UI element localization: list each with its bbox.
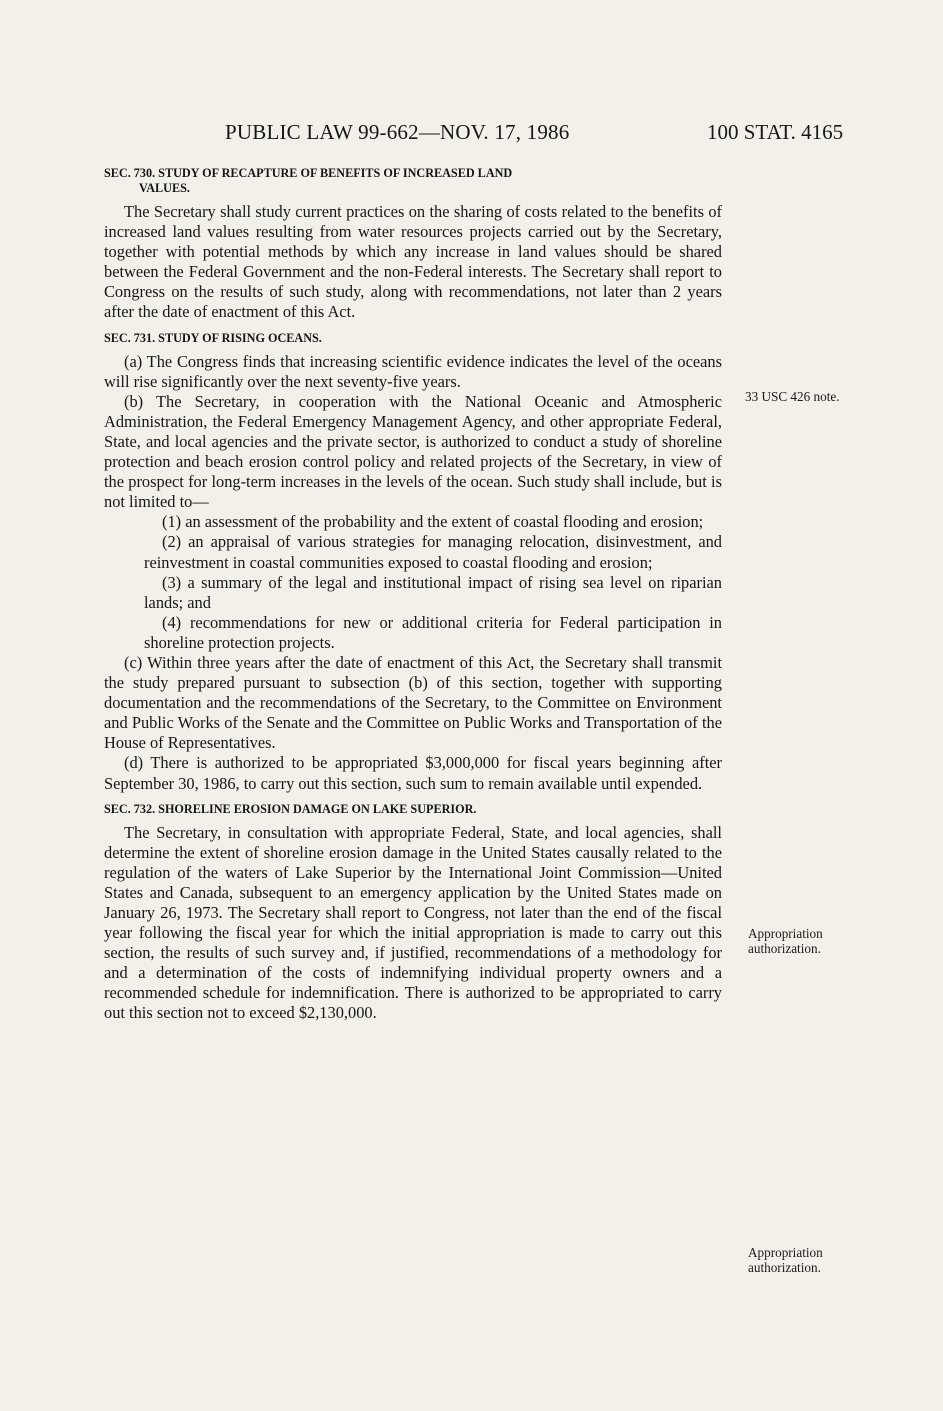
- section-731-subsection-d: (d) There is authorized to be appropriated $3,000,000 for fiscal years beginning after September 30, 1986, to carry out this section, such sum to remain available until expended.: [104, 753, 722, 793]
- section-730-heading-line1: SEC. 730. STUDY OF RECAPTURE OF BENEFITS OF INCREASED LAND: [104, 166, 513, 180]
- margin-note-appropriation-1-line2: authorization.: [748, 941, 821, 956]
- section-731-item-1: (1) an assessment of the probability and the extent of coastal flooding and erosion;: [162, 512, 704, 532]
- running-head-page: 100 STAT. 4165: [707, 120, 844, 144]
- section-731-item-4: (4) recommendations for new or additional criteria for Federal participation in shoreline protection projects.: [144, 612, 722, 652]
- margin-note-appropriation-1: [748, 926, 823, 956]
- margin-note-appropriation-2: [748, 1245, 823, 1275]
- text-column: [104, 166, 722, 1024]
- section-731-heading: SEC. 731. STUDY OF RISING OCEANS.: [104, 330, 322, 345]
- section-731-subsection-b: (b) The Secretary, in cooperation with the National Oceanic and Atmospheric Administration, the Federal Emergency Management Agency, and other appropriate Federal, State, and local agencies and the private sector, is authorized to conduct a study of shoreline protection and beach erosion control policy and related projects of the Secretary, in view of the prospect for long-term increases in the levels of the ocean. Such study shall include, but is not limited to—: [104, 391, 722, 512]
- section-731-item-2: (2) an appraisal of various strategies for managing relocation, disinvestment, and reinvestment in coastal communities exposed to coastal flooding and erosion;: [144, 532, 722, 572]
- margin-note-appropriation-1-line1: Appropriation: [748, 926, 823, 941]
- margin-note-usc: 33 USC 426 note.: [745, 389, 840, 404]
- section-731-subsection-c: (c) Within three years after the date of enactment of this Act, the Secretary shall transmit the study prepared pursuant to subsection (b) of this section, together with supporting documentation and the recommendations of the Secretary, to the Committee on Environment and Public Works of the Senate and the Committee on Public Works and Transportation of the House of Representatives.: [104, 652, 722, 753]
- section-732-body: The Secretary, in consultation with appropriate Federal, State, and local agencies, shall determine the extent of shoreline erosion damage in the United States causally related to the regulation of the waters of Lake Superior by the International Joint Commission—United States and Canada, subsequent to an emergency application by the United States made on January 26, 1973. The Secretary shall report to Congress, not later than the end of the fiscal year following the fiscal year for which the initial appropriation is made to carry out this section, the results of such survey and, if justified, recommendations of a methodology for and a determination of the costs of indemnifying individual property owners and a recommended schedule for indemnification. There is authorized to be appropriated to carry out this section not to exceed $2,130,000.: [104, 822, 722, 1023]
- running-head-title: PUBLIC LAW 99-662—NOV. 17, 1986: [225, 120, 570, 144]
- margin-note-appropriation-2-line2: authorization.: [748, 1260, 821, 1275]
- section-730-heading: [104, 166, 722, 196]
- section-730-heading-line2: VALUES.: [139, 181, 190, 195]
- section-731-subsection-a: (a) The Congress finds that increasing scientific evidence indicates the level of the oceans will rise significantly over the next seventy-five years.: [104, 351, 722, 391]
- section-732-heading: SEC. 732. SHORELINE EROSION DAMAGE ON LAKE SUPERIOR.: [104, 801, 477, 816]
- section-730-body: The Secretary shall study current practices on the sharing of costs related to the benefits of increased land values resulting from water resources projects carried out by the Secretary, together with potential methods by which any increase in land values should be shared between the Federal Government and the non-Federal interests. The Secretary shall report to Congress on the results of such study, along with recommendations, not later than 2 years after the date of enactment of this Act.: [104, 202, 722, 322]
- section-731-item-3: (3) a summary of the legal and institutional impact of rising sea level on riparian lands; and: [144, 572, 722, 612]
- margin-note-appropriation-2-line1: Appropriation: [748, 1245, 823, 1260]
